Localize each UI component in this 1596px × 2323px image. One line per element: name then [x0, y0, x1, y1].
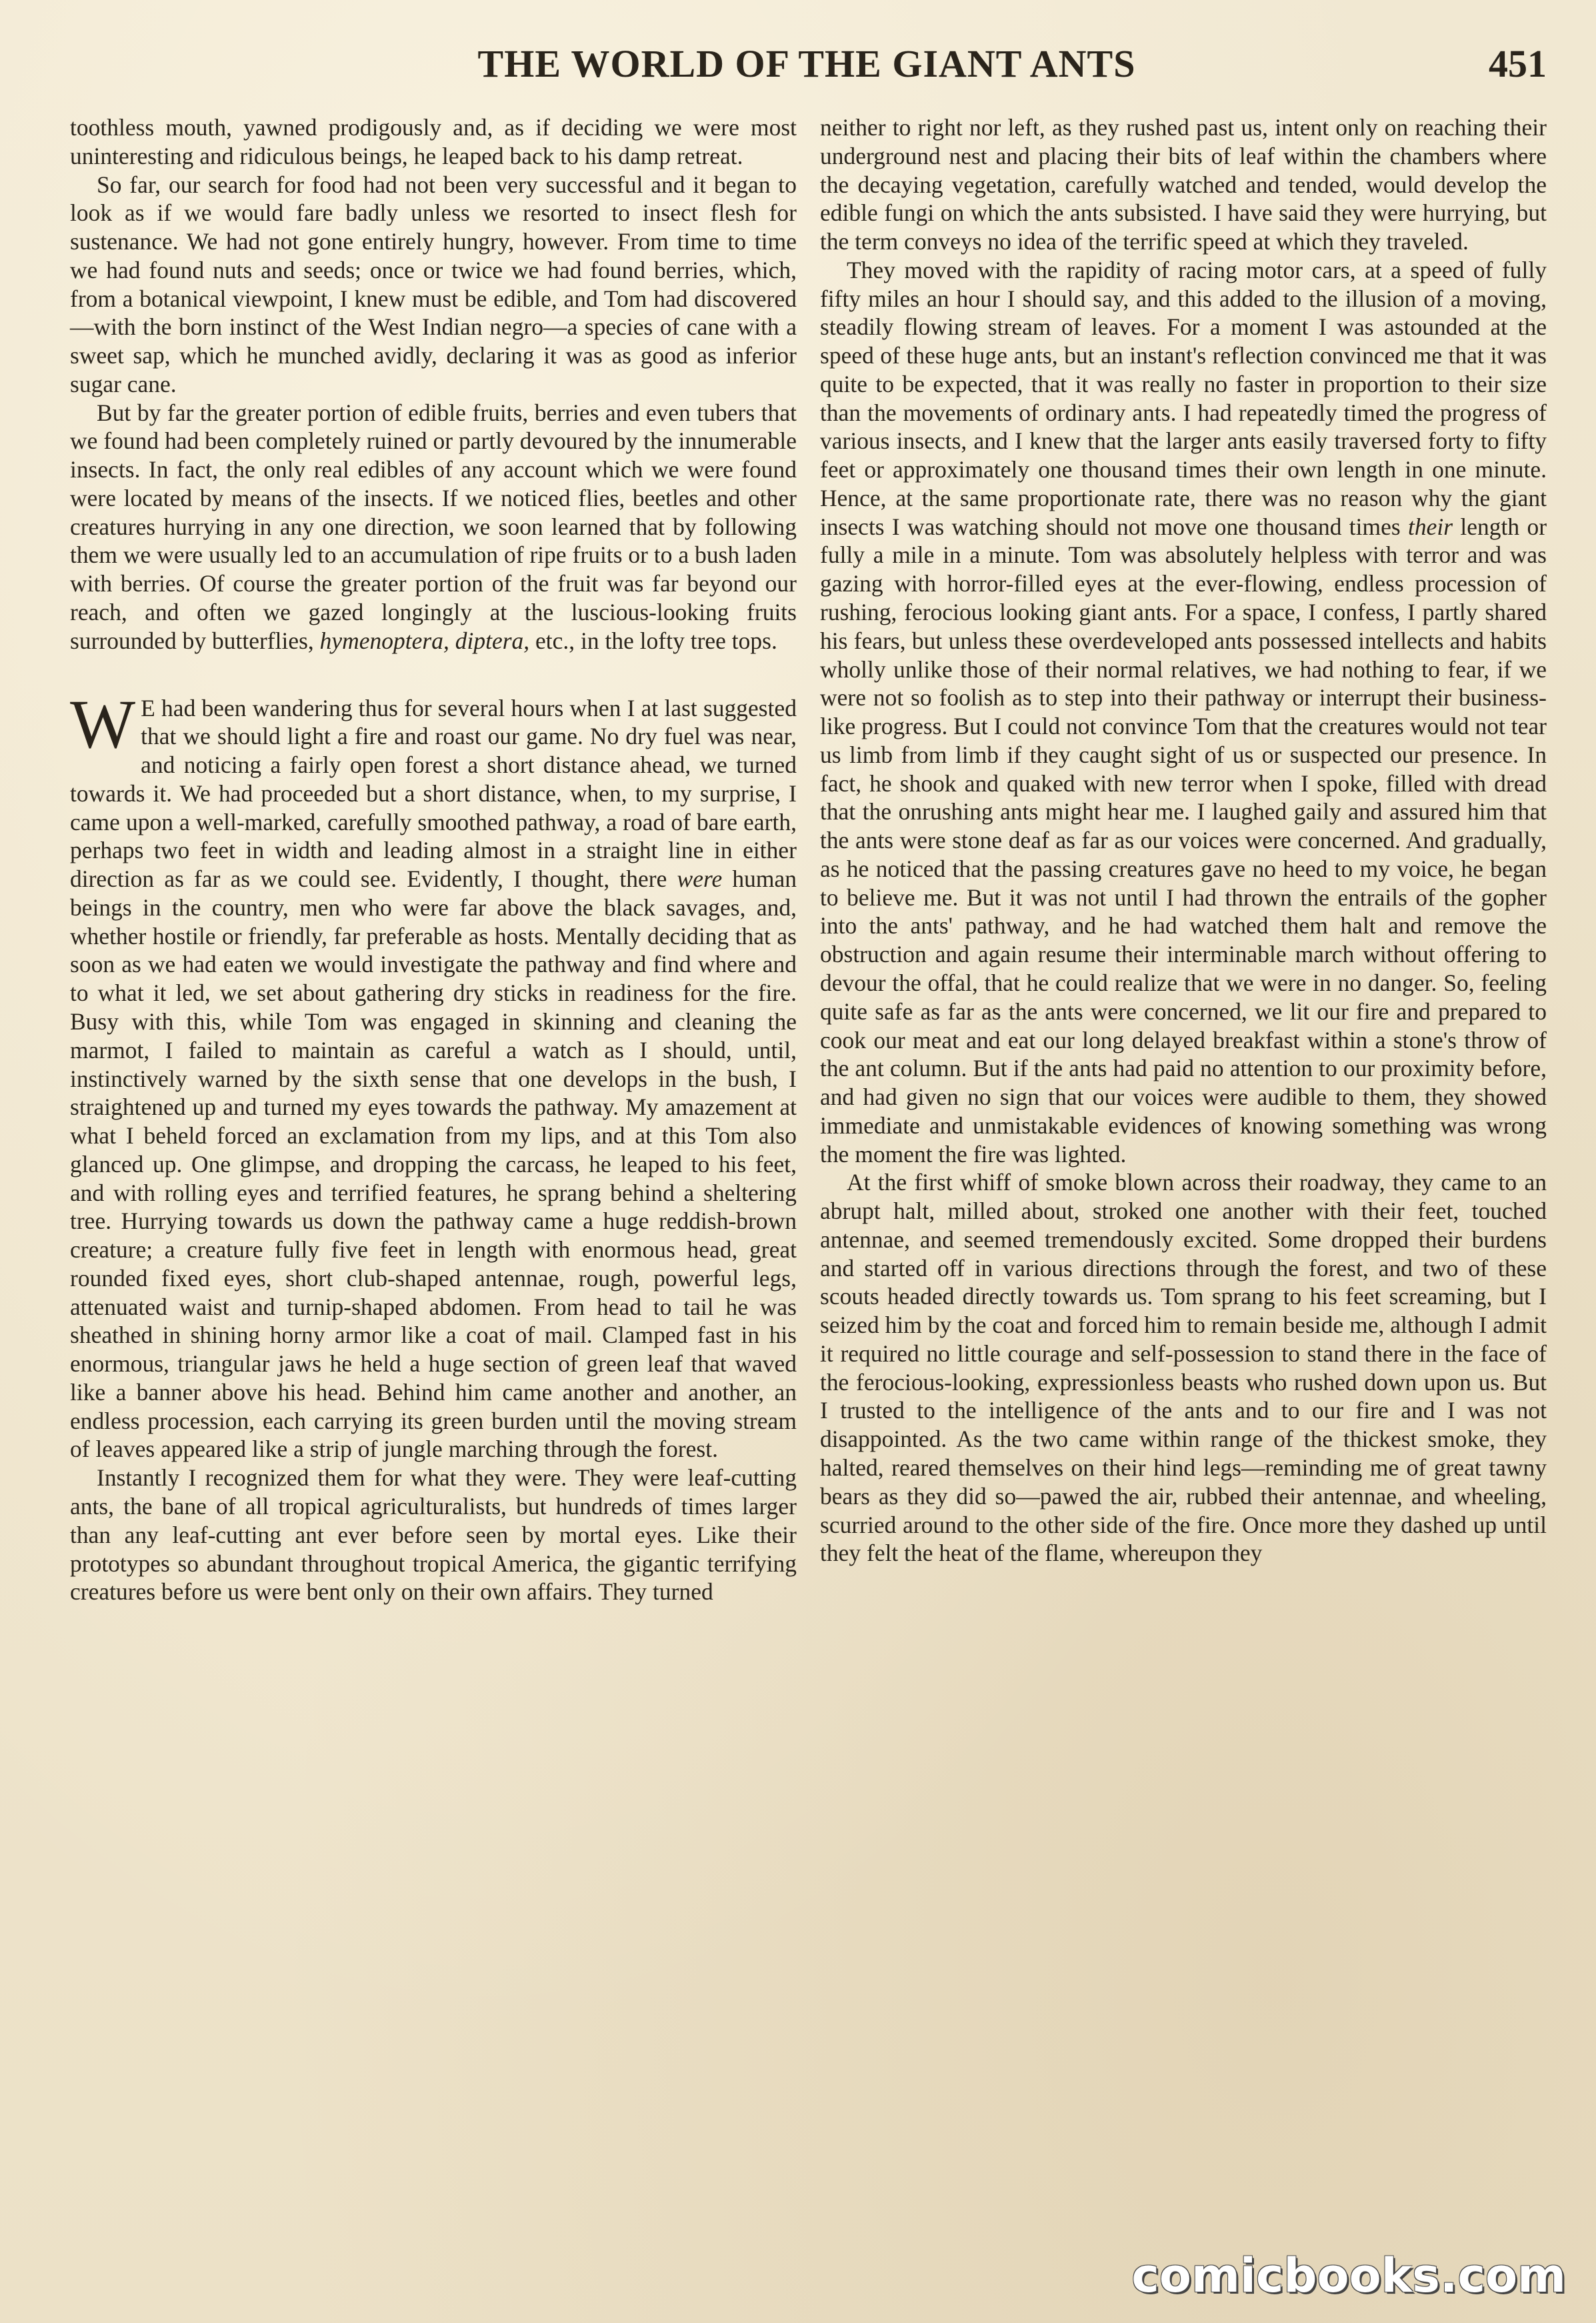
page-number: 451 — [1489, 42, 1547, 85]
paragraph: So far, our search for food had not been very successful and it began to look as if we would fare badly unless we resorted to insect flesh for sustenance. We had not gone entirely hungry, however. From time to time we had found nuts and seeds; once or twice we had found berries, which, from a botanical viewpoint, I knew must be edible, and Tom had discovered—with the born instinct of the West Indian negro—a species of cane with a sweet sap, which he munched avidly, declaring it was as good as inferior sugar cane. — [70, 171, 797, 397]
text-span: etc., in the lofty tree tops. — [535, 627, 777, 654]
section-paragraph — [70, 685, 797, 1464]
page-header — [67, 41, 1547, 108]
italic-term: their — [1408, 513, 1453, 540]
paragraph — [70, 399, 797, 655]
running-title: THE WORLD OF THE GIANT ANTS — [477, 42, 1136, 85]
left-column — [70, 113, 797, 1606]
paragraph: neither to right nor left, as they rushed past us, intent only on reaching their underground nest and placing their bits of leaf within the chambers where the decaying vegetation, carefully watched and tended, would develop the edible fungi on which the ants subsisted. I have said they were hurrying, but the term conveys no idea of the terrific speed at which they traveled. — [820, 114, 1547, 255]
drop-cap: W — [70, 685, 136, 763]
watermark: comicbooks.com — [1131, 2248, 1566, 2303]
italic-term: hymenoptera, — [319, 627, 449, 654]
paragraph — [820, 256, 1547, 1169]
text-span: They moved with the rapidity of racing motor cars, at a speed of fully fifty miles an hour I should say, and this added to the illusion of a moving, steadily flowing stream of leaves. For a moment I was astounded at the speed of these huge ants, but an instant's reflection convinced me that it was quite to be expected, that it was really no faster in proportion to their size than the movements of ordinary ants. I had repeatedly timed the progress of various insects, and I knew that the larger ants easily traversed forty to fifty feet or approximately one thousand times their own length in one minute. Hence, at the same proportionate rate, there was no reason why the giant insects I was watching should not move one thousand times — [820, 256, 1547, 540]
text-span: E had been wandering thus for several hours when I at last suggested that we should light a fire and roast our game. No dry fuel was near, and noticing a fairly open forest a short distance ahead, we turned towards it. We had proceeded but a short distance, when, to my surprise, I came upon a well-marked, carefully smoothed pathway, a road of bare earth, perhaps two feet in width and leading almost in a straight line in either direction as far as we could see. Evidently, I thought, there — [70, 694, 797, 893]
paragraph: toothless mouth, yawned prodigously and, as if deciding we were most uninteresting and ridiculous beings, he leaped back to his damp retreat. — [70, 114, 797, 169]
italic-term: were — [677, 865, 723, 893]
paragraph: Instantly I recognized them for what they were. They were leaf-cutting ants, the bane of all tropical agriculturalists, but hundreds of times larger than any leaf-cutting ant ever before seen by mortal eyes. Like their prototypes so abundant throughout tropical America, the gigantic terrifying creatures before us were bent only on their own affairs. They turned — [70, 1464, 797, 1606]
right-column — [820, 113, 1547, 1568]
text-span: human beings in the country, men who were far above the black savages, and, whether hostile or friendly, far preferable as hosts. Mentally deciding that as soon as we had eaten we would investigate the pathway and find where and to what it led, we set about gathering dry sticks in readiness for the fire. Busy with this, while Tom was engaged in skinning and cleaning the marmot, I failed to maintain as careful a watch as I should, until, instinctively warned by the sixth sense that one develops in the bush, I straightened up and turned my eyes towards the pathway. My amazement at what I beheld forced an exclamation from my lips, and at this Tom also glanced up. One glimpse, and dropping the carcass, he leaped to his feet, and with rolling eyes and terrified features, he sprang behind a sheltering tree. Hurrying towards us down the pathway came a huge reddish-brown creature; a creature fully five feet in length with enormous head, great rounded fixed eyes, short club-shaped antennae, rough, powerful legs, attenuated waist and turnip-shaped abdomen. From head to tail he was sheathed in shining horny armor like a coat of mail. Clamped fast in his enormous, triangular jaws he held a huge section of green leaf that waved like a banner above his head. Behind him came another and another, an endless procession, each carrying its green burden until the moving stream of leaves appeared like a strip of jungle marching through the forest. — [70, 865, 797, 1463]
text-span: length or fully a mile in a minute. Tom was absolutely helpless with terror and was gazing with horror-filled eyes at the ever-flowing, endless procession of rushing, ferocious looking giant ants. For a space, I confess, I partly shared his fears, but unless these overdeveloped ants possessed intellects and habits wholly unlike those of their normal relatives, we had nothing to fear, if we were not so foolish as to step into their pathway or interrupt their business-like progress. But I could not convince Tom that the creatures would not tear us limb from limb if they caught sight of us or suspected our presence. In fact, he shook and quaked with new terror when I spoke, filled with dread that the onrushing ants might hear me. I laughed gaily and assured him that the ants were stone deaf as far as our voices were concerned. And gradually, as he noticed that the passing creatures gave no heed to my voice, he began to believe me. But it was not until I had thrown the entrails of the gopher into the ants' pathway, and he had watched them halt and remove the obstruction and again resume their interminable march without offering to devour the offal, that he could realize that we were in no danger. So, feeling quite safe as far as the ants were concerned, we lit our fire and prepared to cook our meat and eat our long delayed breakfast within a stone's throw of the ant column. But if the ants had paid no attention to our proximity before, and had given no sign that our voices were audible to them, they showed immediate and unmistakable evidences of knowing something was wrong the moment the fire was lighted. — [820, 513, 1547, 1168]
italic-term: diptera, — [455, 627, 530, 654]
paragraph: At the first whiff of smoke blown across their roadway, they came to an abrupt halt, milled about, stroked one another with their feet, touched antennae, and seemed tremendously excited. Some dropped their burdens and started off in various directions through the forest, and two of these scouts headed directly towards us. Tom sprang to his feet screaming, but I seized him by the coat and forced him to remain beside me, although I admit it required no little courage and self-possession to stand there in the face of the ferocious-looking, expressionless beasts who rushed down upon us. But I trusted to the intelligence of the ants and to our fire and I was not disappointed. As the two came within range of the thickest smoke, they halted, reared themselves on their hind legs—reminding me of great tawny bears as they did so—pawed the air, rubbed their antennae, and wheeling, scurried around to the other side of the fire. Once more they dashed up until they felt the heat of the flame, whereupon they — [820, 1169, 1547, 1567]
text-span: But by far the greater portion of edible fruits, berries and even tubers that we found had been completely ruined or partly devoured by the innumerable insects. In fact, the only real edibles of any account which we were found were located by means of the insects. If we noticed flies, beetles and other creatures hurrying in any one direction, we soon learned that by following them we were usually led to an accumulation of ripe fruits or to a bush laden with berries. Of course the greater portion of the fruit was far beyond our reach, and often we gazed longingly at the luscious-looking fruits surrounded by butterflies, — [70, 399, 797, 654]
